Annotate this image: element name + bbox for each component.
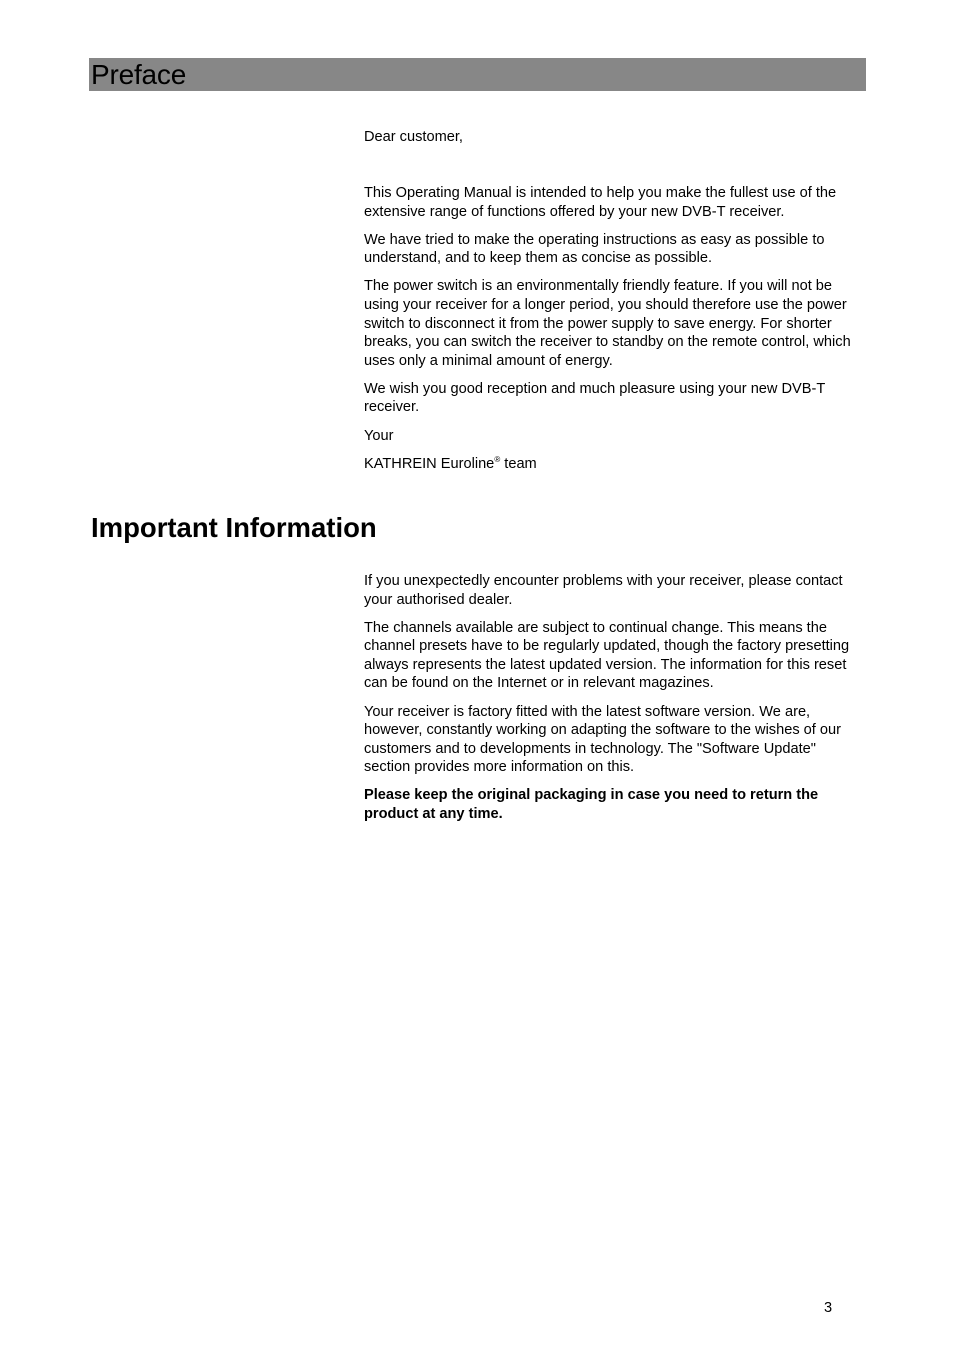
info-paragraph-3: Your receiver is factory fitted with the latest software version. We are, however, constantly working on adapting the software to the wishes of our customers and to developments in technology. The "Software Update" section provides more information on this. — [364, 703, 842, 776]
page-number: 3 — [824, 1300, 833, 1316]
greeting-text: Dear customer, — [364, 129, 463, 145]
info-paragraph-1: If you unexpectedly encounter problems with your receiver, please contact your authorised dealer. — [364, 573, 843, 608]
important-information-title: Important Information — [91, 512, 377, 543]
preface-title: Preface — [91, 59, 187, 90]
signature-suffix: team — [500, 455, 537, 472]
signature-brand: KATHREIN Euroline — [364, 455, 495, 472]
important-information-body — [364, 572, 866, 833]
preface-paragraph-2: We have tried to make the operating instructions as easy as possible to understand, and to keep them as concise as possible. — [364, 231, 825, 267]
info-paragraph-2: The channels available are subject to continual change. This means the channel presets have to be regularly updated, though the factory presetting always represents the latest updated version. The information for this reset can be found on the Internet or in relevant magazines. — [364, 619, 850, 692]
preface-paragraph-1: This Operating Manual is intended to help you make the fullest use of the extensive range of functions offered by your new DVB-T receiver. — [364, 185, 837, 220]
signature — [364, 455, 866, 474]
closing-text: Your — [364, 427, 394, 444]
greeting-block — [364, 128, 866, 156]
packaging-notice: Please keep the original packaging in case you need to return the product at any time. — [364, 787, 819, 823]
preface-body — [364, 184, 866, 483]
preface-heading-bar — [89, 58, 866, 91]
preface-paragraph-4: We wish you good reception and much pleasure using your new DVB-T receiver. — [364, 380, 826, 416]
preface-paragraph-3: The power switch is an environmentally friendly feature. If you will not be using your receiver for a longer period, you should therefore use the power switch to disconnect it from the power supply to save energy. For shorter breaks, you can switch the receiver to standby on the remote control, which uses only a minimal amount of energy. — [364, 278, 851, 369]
registered-mark: ® — [494, 454, 501, 464]
